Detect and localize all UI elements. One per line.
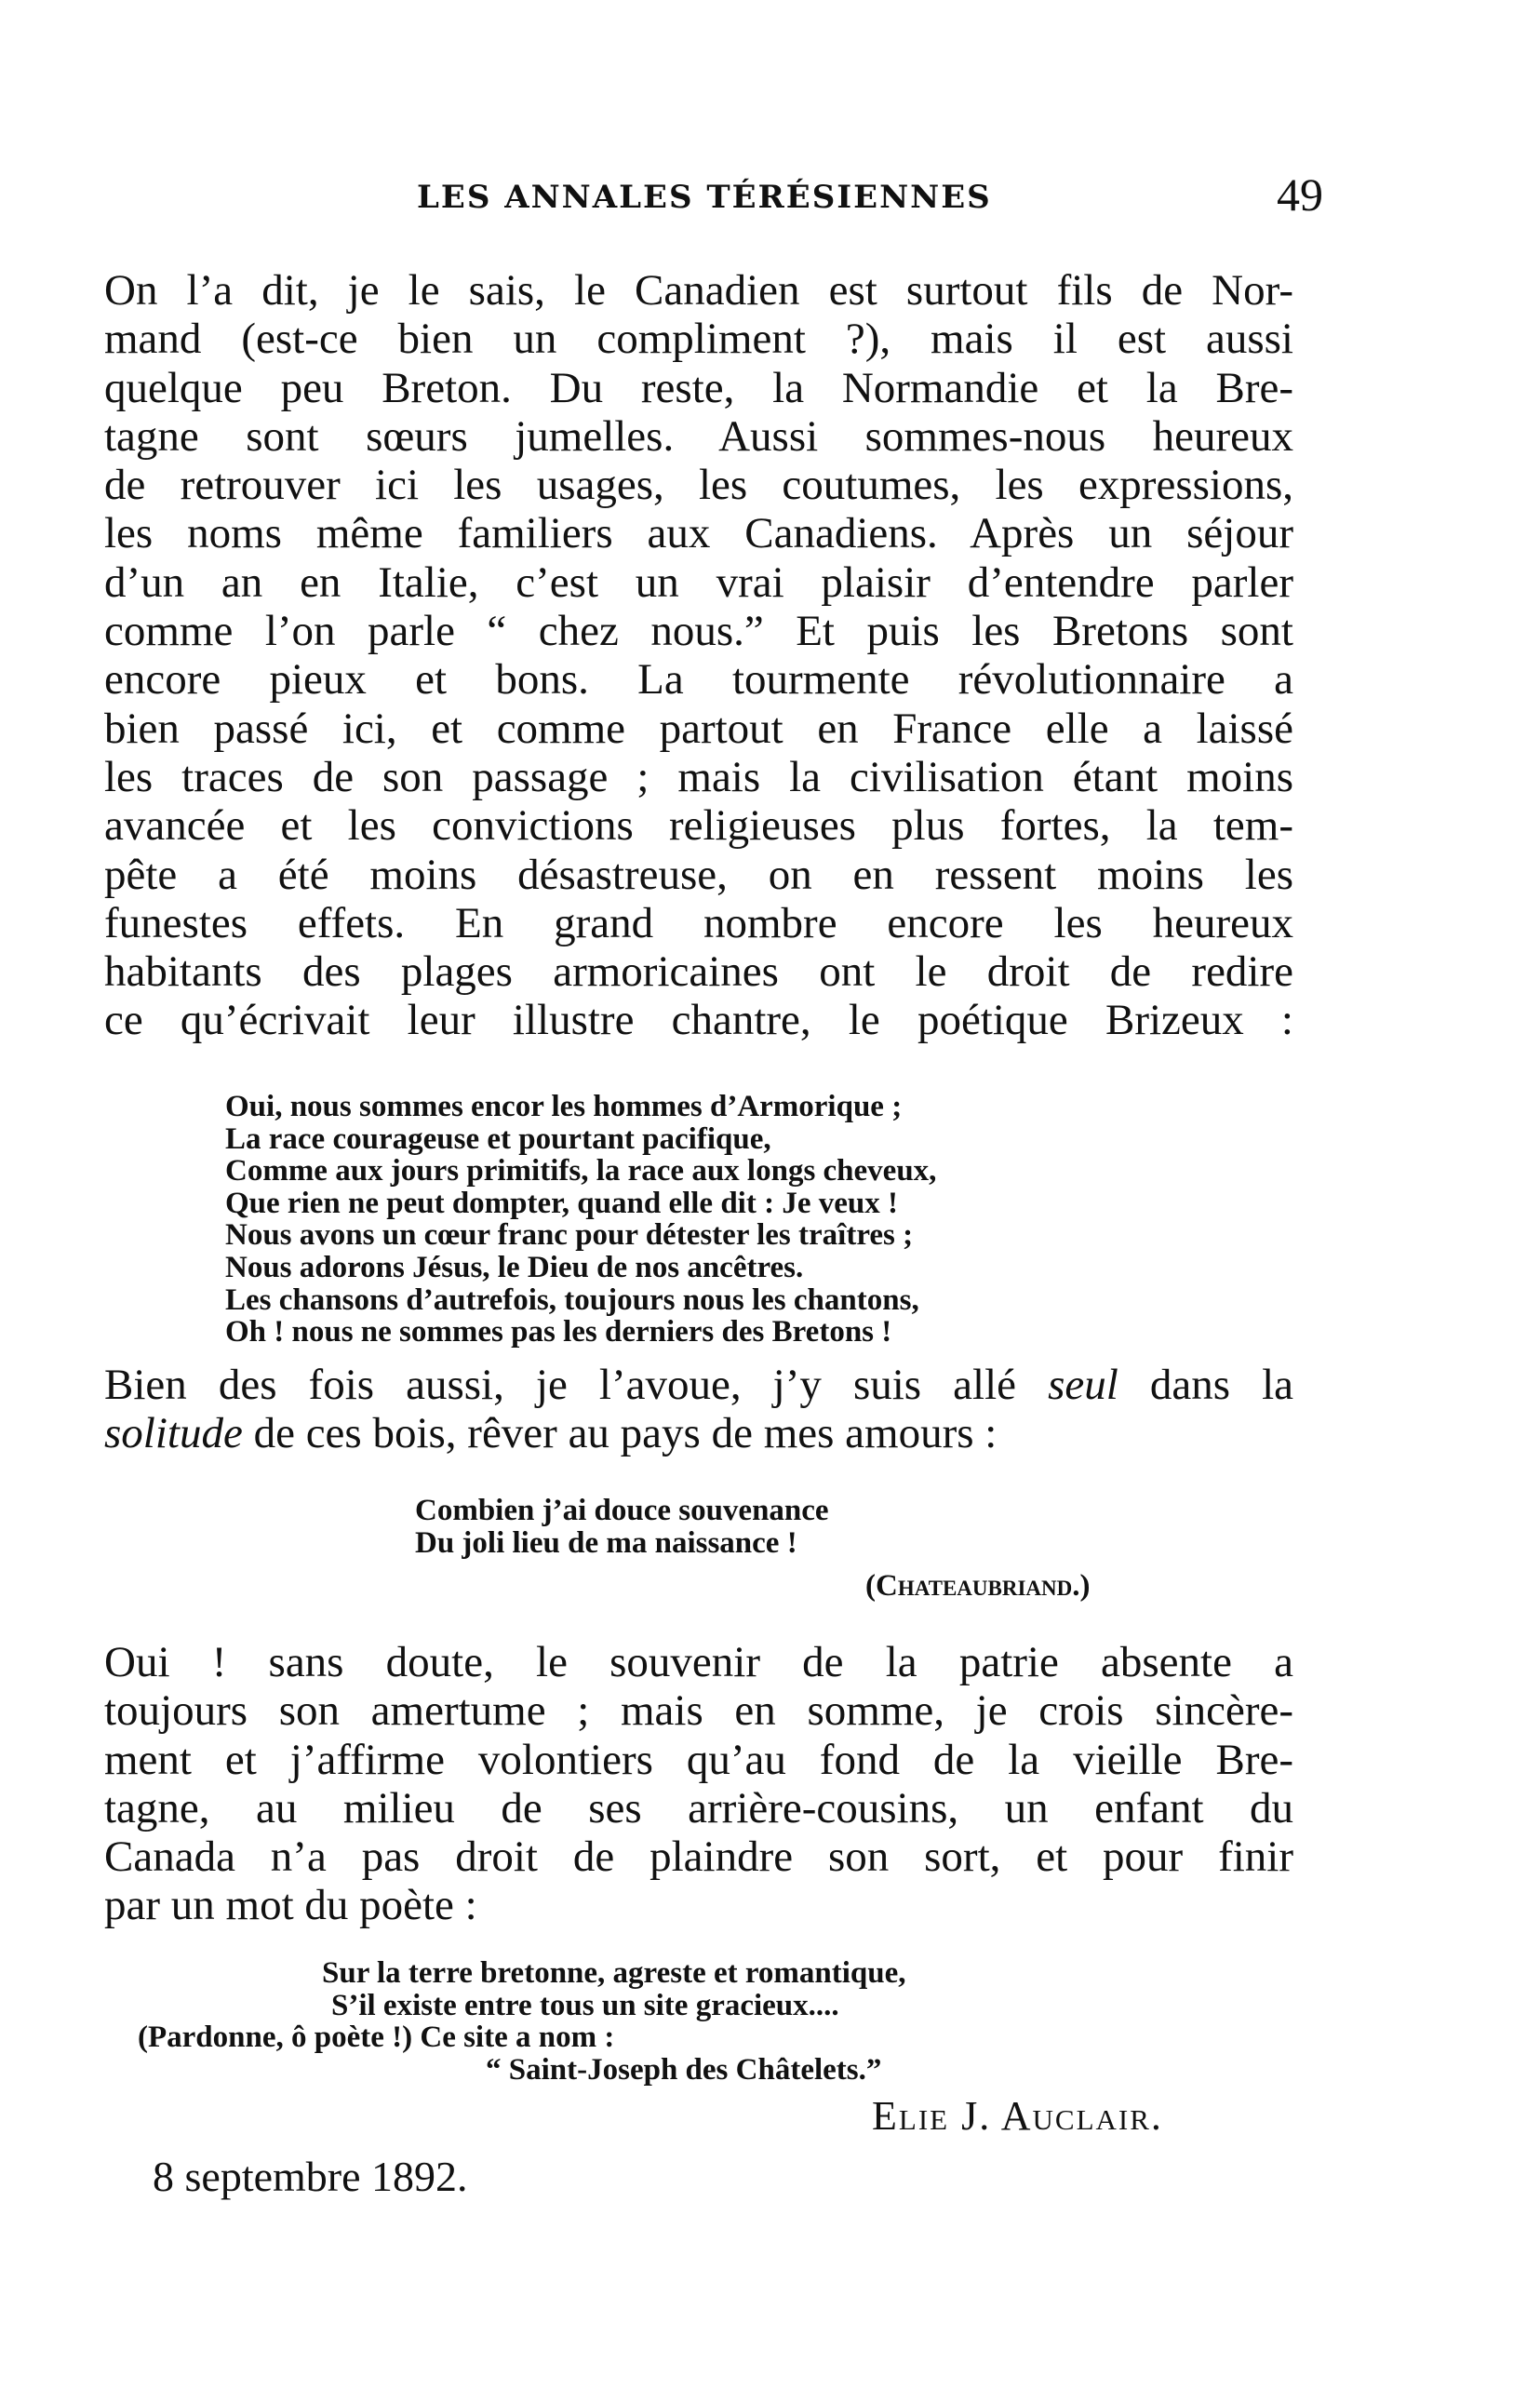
verse-final xyxy=(138,1957,906,2086)
italic-word: seul xyxy=(1048,1361,1118,1409)
paragraph-1 xyxy=(104,266,1293,1045)
text-line: par un mot du poète : xyxy=(104,1881,477,1930)
text-line xyxy=(104,1361,1293,1409)
text-line: encore pieux et bons. La tourmente révolutionnaire a xyxy=(104,655,1293,705)
italic-word: solitude xyxy=(104,1409,243,1458)
text-line: quelque peu Breton. Du reste, la Normandie et la Bre- xyxy=(104,363,1293,412)
page-header xyxy=(0,168,1540,231)
text-line: habitants des plages armoricaines ont le droit de redire xyxy=(104,947,1293,997)
verse-line: Nous adorons Jésus, le Dieu de nos ancêtres. xyxy=(225,1250,804,1284)
verse-line: Que rien ne peut dompter, quand elle dit : Je veux ! xyxy=(225,1186,898,1220)
text-segment: de ces bois, rêver au pays de mes amours : xyxy=(242,1409,998,1458)
text-line: funestes effets. En grand nombre encore les heureux xyxy=(104,898,1293,947)
text-line: Oui ! sans doute, le souvenir de la patrie absente a xyxy=(104,1638,1293,1686)
author-signature: Elie J. Auclair. xyxy=(872,2093,1163,2139)
verse-line: Oui, nous sommes encor les hommes d’Armorique ; xyxy=(225,1090,903,1123)
text-segment: dans la xyxy=(1118,1361,1293,1409)
text-line: ment et j’affirme volontiers qu’au fond de la vieille Bre- xyxy=(104,1735,1293,1784)
verse-line: Comme aux jours primitifs, la race aux longs cheveux, xyxy=(225,1154,937,1188)
date-line: 8 septembre 1892. xyxy=(153,2153,468,2200)
page-number: 49 xyxy=(1277,168,1323,221)
verse-chateaubriand xyxy=(415,1495,829,1559)
verse-line: Les chansons d’autrefois, toujours nous les chantons, xyxy=(225,1282,919,1317)
verse-line: “ Saint-Joseph des Châtelets.” xyxy=(486,2052,882,2087)
text-line: Canada n’a pas droit de plaindre son sort, et pour finir xyxy=(104,1832,1293,1882)
paragraph-2 xyxy=(104,1361,1293,1458)
text-line: les traces de son passage ; mais la civilisation étant moins xyxy=(104,752,1293,801)
text-segment: Bien des fois aussi, je l’avoue, j’y suis allé xyxy=(104,1361,1049,1409)
verse-line: S’il existe entre tous un site gracieux.... xyxy=(331,1988,839,2022)
text-line: tagne sont sœurs jumelles. Aussi sommes-nous heureux xyxy=(104,411,1293,461)
text-line: comme l’on parle “ chez nous.” Et puis les Bretons sont xyxy=(104,607,1293,656)
text-line: d’un an en Italie, c’est un vrai plaisir d’entendre parler xyxy=(104,557,1293,607)
text-line xyxy=(104,1409,1293,1457)
verse-line: La race courageuse et pourtant pacifique, xyxy=(225,1121,771,1156)
text-line: pête a été moins désastreuse, on en ressent moins les xyxy=(104,850,1293,899)
verse-line: Sur la terre bretonne, agreste et romantique, xyxy=(322,1956,906,1990)
text-line: ce qu’écrivait leur illustre chantre, le poétique Brizeux : xyxy=(104,996,1293,1045)
text-line: avancée et les convictions religieuses plus fortes, la tem- xyxy=(104,801,1293,851)
verse-brizeux xyxy=(225,1091,936,1349)
verse-line: Oh ! nous ne sommes pas les derniers des Bretons ! xyxy=(225,1315,892,1349)
paragraph-3 xyxy=(104,1638,1293,1930)
verse-line: (Pardonne, ô poète !) Ce site a nom : xyxy=(138,2020,615,2055)
attribution: (Chateaubriand.) xyxy=(865,1569,1091,1603)
text-line: On l’a dit, je le sais, le Canadien est surtout fils de Nor- xyxy=(104,266,1293,315)
text-line: bien passé ici, et comme partout en France elle a laissé xyxy=(104,704,1293,753)
text-line: tagne, au milieu de ses arrière-cousins, un enfant du xyxy=(104,1783,1293,1832)
verse-line: Nous avons un cœur franc pour détester les traîtres ; xyxy=(225,1218,914,1253)
text-line: mand (est-ce bien un compliment ?), mais il est aussi xyxy=(104,315,1293,364)
text-line: toujours son amertume ; mais en somme, je crois sincère- xyxy=(104,1686,1293,1736)
text-line: les noms même familiers aux Canadiens. Après un séjour xyxy=(104,509,1293,558)
verse-line: Du joli lieu de ma naissance ! xyxy=(415,1525,797,1560)
running-head: LES ANNALES TÉRÉSIENNES xyxy=(417,179,992,216)
verse-line: Combien j’ai douce souvenance xyxy=(415,1494,829,1527)
text-line: de retrouver ici les usages, les coutumes, les expressions, xyxy=(104,461,1293,510)
